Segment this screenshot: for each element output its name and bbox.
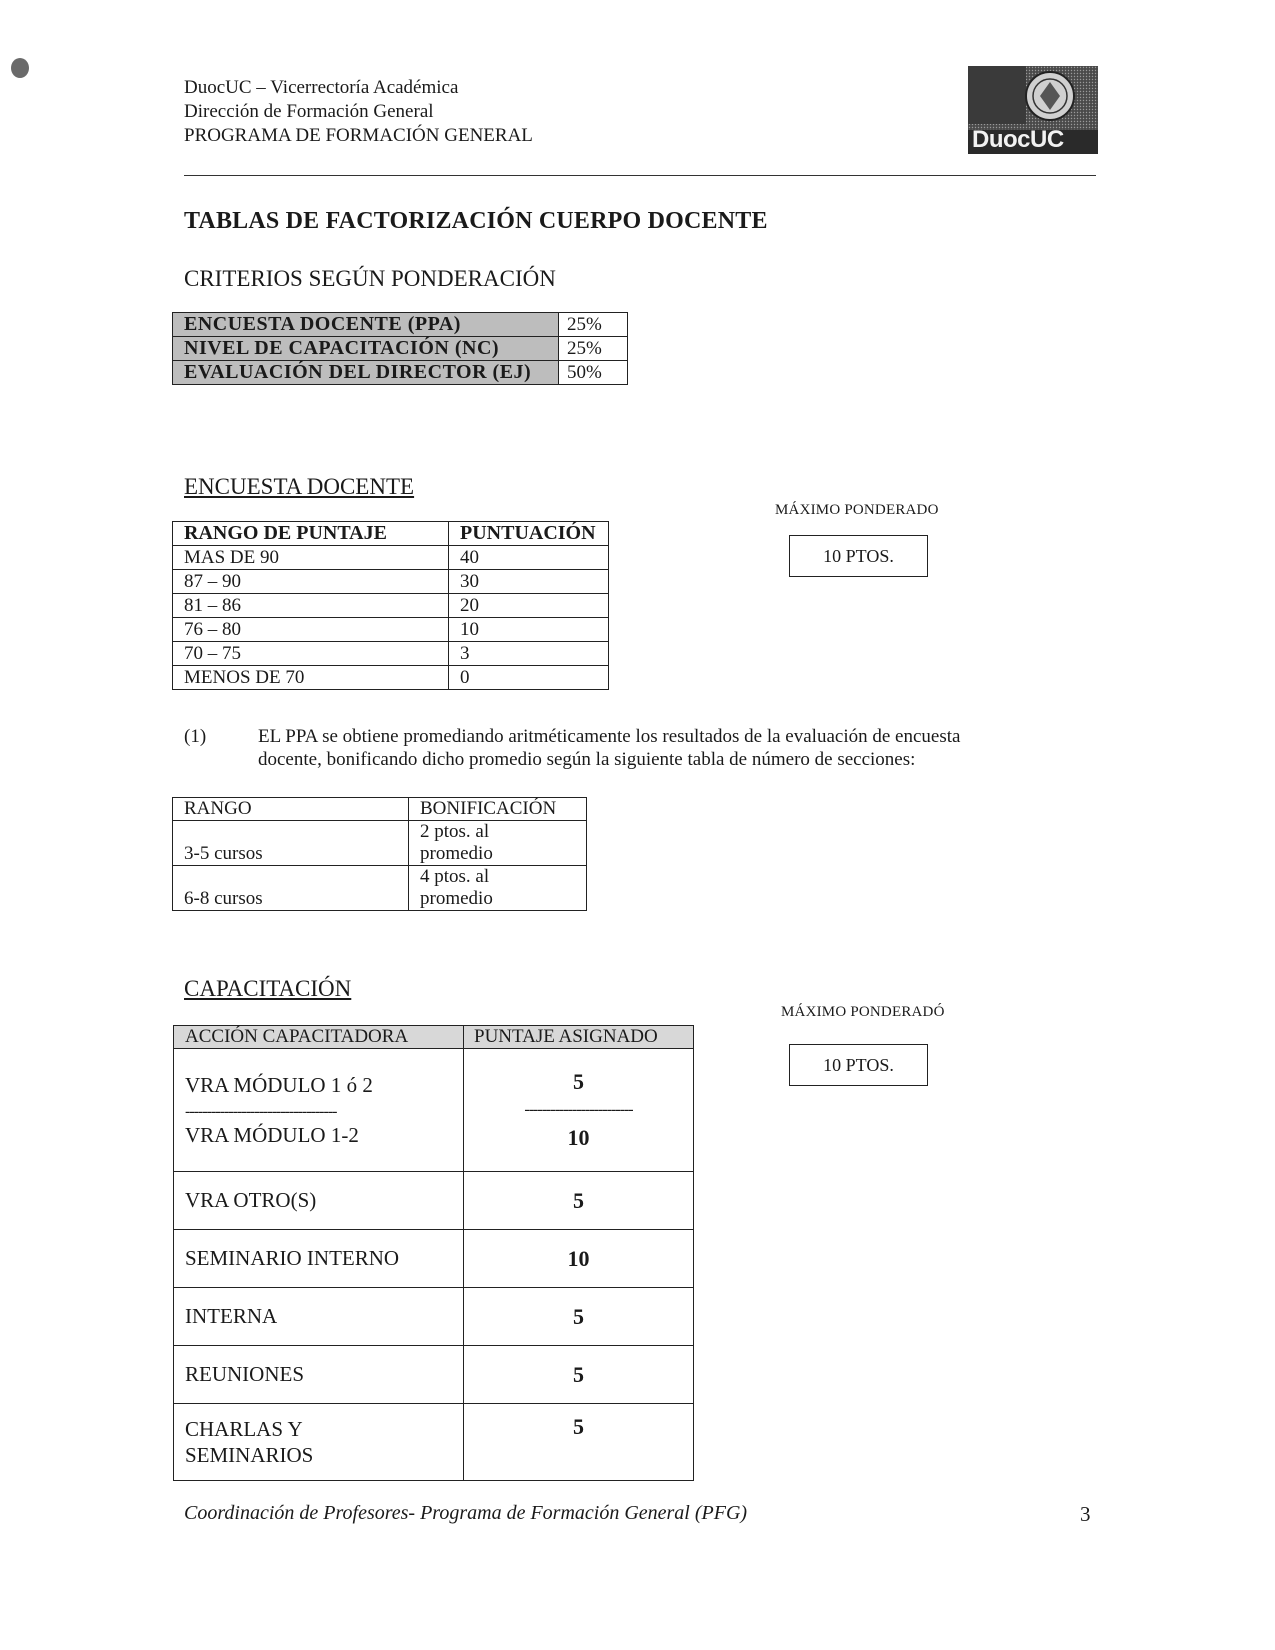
training-score — [464, 1049, 694, 1172]
score-range: 70 – 75 — [173, 642, 449, 666]
duocuc-logo — [968, 66, 1098, 154]
table-row — [173, 570, 609, 594]
training-action: VRA OTRO(S) — [174, 1172, 464, 1230]
punch-hole — [11, 58, 29, 78]
table-header-row — [173, 522, 609, 546]
criteria-table — [172, 312, 628, 385]
dashed-separator: ----------------------------------- — [185, 1103, 337, 1120]
table-row — [173, 546, 609, 570]
survey-max-label: MÁXIMO PONDERADO — [775, 502, 939, 518]
training-score: 5 — [464, 1346, 694, 1404]
training-action-line: SEMINARIOS — [185, 1443, 314, 1467]
training-score-value: 10 — [567, 1125, 590, 1150]
header-institution: DuocUC – Vicerrectoría Académica — [184, 77, 459, 98]
training-score: 5 — [464, 1172, 694, 1230]
survey-heading: ENCUESTA DOCENTE — [184, 474, 415, 499]
page-number: 3 — [1080, 1502, 1091, 1526]
table-row — [173, 313, 628, 337]
criteria-value: 25% — [559, 313, 628, 337]
training-action: REUNIONES — [174, 1346, 464, 1404]
training-heading: CAPACITACIÓN — [184, 976, 352, 1001]
training-action-line: CHARLAS Y — [185, 1417, 303, 1441]
criteria-value: 25% — [559, 337, 628, 361]
criteria-heading: CRITERIOS SEGÚN PONDERACIÓN — [184, 266, 556, 291]
criteria-value: 50% — [559, 361, 628, 385]
score-points: 20 — [449, 594, 609, 618]
header-divider — [184, 175, 1096, 176]
criteria-label: EVALUACIÓN DEL DIRECTOR (EJ) — [173, 361, 559, 385]
score-range: MENOS DE 70 — [173, 666, 449, 690]
survey-max-box: 10 PTOS. — [789, 535, 928, 577]
page-title: TABLAS DE FACTORIZACIÓN CUERPO DOCENTE — [184, 208, 768, 234]
bonus-table — [172, 797, 587, 911]
column-header: RANGO — [173, 798, 409, 821]
column-header: PUNTAJE ASIGNADO — [464, 1026, 694, 1049]
table-row — [173, 821, 587, 866]
header-program: PROGRAMA DE FORMACIÓN GENERAL — [184, 125, 533, 146]
table-header-row — [173, 798, 587, 821]
score-points: 0 — [449, 666, 609, 690]
table-row — [174, 1049, 694, 1172]
score-points: 40 — [449, 546, 609, 570]
score-points: 10 — [449, 618, 609, 642]
footer-text: Coordinación de Profesores- Programa de Formación General (PFG) — [184, 1502, 748, 1524]
score-range: 81 – 86 — [173, 594, 449, 618]
logo-text: DuocUC — [972, 126, 1064, 153]
table-row — [174, 1172, 694, 1230]
column-header: RANGO DE PUNTAJE — [173, 522, 449, 546]
bonus-value-line: 2 ptos. al — [420, 821, 490, 842]
training-score: 5 — [464, 1288, 694, 1346]
bonus-value-line: promedio — [420, 843, 493, 864]
table-row — [174, 1288, 694, 1346]
survey-score-table — [172, 521, 609, 690]
header-department: Dirección de Formación General — [184, 101, 434, 122]
table-row — [173, 361, 628, 385]
bonus-value — [409, 821, 587, 866]
table-row — [173, 337, 628, 361]
training-action — [174, 1049, 464, 1172]
training-max-box: 10 PTOS. — [789, 1044, 928, 1086]
dashed-separator: ------------------------- — [524, 1101, 633, 1118]
column-header: BONIFICACIÓN — [409, 798, 587, 821]
table-row — [173, 618, 609, 642]
score-points: 30 — [449, 570, 609, 594]
score-points: 3 — [449, 642, 609, 666]
score-range: MAS DE 90 — [173, 546, 449, 570]
training-action: SEMINARIO INTERNO — [174, 1230, 464, 1288]
training-action — [174, 1404, 464, 1481]
note-number: (1) — [184, 726, 207, 747]
table-row — [174, 1230, 694, 1288]
criteria-label: NIVEL DE CAPACITACIÓN (NC) — [173, 337, 559, 361]
table-row — [174, 1346, 694, 1404]
bonus-value — [409, 866, 587, 911]
criteria-label: ENCUESTA DOCENTE (PPA) — [173, 313, 559, 337]
training-score: 10 — [464, 1230, 694, 1288]
note-line: EL PPA se obtiene promediando aritméticamente los resultados de la evaluación de encuesta — [258, 726, 961, 747]
training-max-label: MÁXIMO PONDERADÓ — [781, 1004, 945, 1020]
training-action-line: VRA MÓDULO 1-2 — [185, 1123, 359, 1147]
column-header: ACCIÓN CAPACITADORA — [174, 1026, 464, 1049]
table-row — [173, 594, 609, 618]
score-range: 76 – 80 — [173, 618, 449, 642]
training-score: 5 — [464, 1404, 694, 1481]
bonus-value-line: promedio — [420, 888, 493, 909]
score-range: 87 – 90 — [173, 570, 449, 594]
table-row — [174, 1404, 694, 1481]
table-header-row — [174, 1026, 694, 1049]
training-action-line: VRA MÓDULO 1 ó 2 — [185, 1073, 373, 1097]
training-action: INTERNA — [174, 1288, 464, 1346]
bonus-range: 3-5 cursos — [173, 821, 409, 866]
note-line: docente, bonificando dicho promedio según la siguiente tabla de número de secciones: — [258, 749, 916, 770]
table-row — [173, 666, 609, 690]
table-row — [173, 866, 587, 911]
bonus-value-line: 4 ptos. al — [420, 866, 490, 887]
training-score-value: 5 — [573, 1069, 584, 1094]
bonus-range: 6-8 cursos — [173, 866, 409, 911]
training-table — [173, 1025, 694, 1481]
column-header: PUNTUACIÓN — [449, 522, 609, 546]
table-row — [173, 642, 609, 666]
